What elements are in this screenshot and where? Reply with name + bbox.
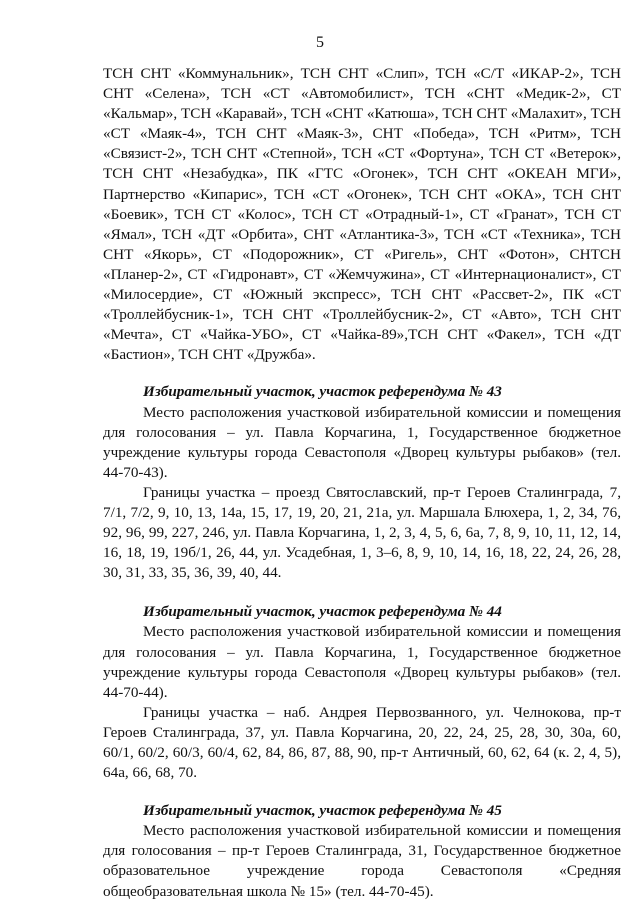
spacer — [103, 783, 621, 801]
page-body — [103, 64, 621, 902]
page-number: 5 — [316, 34, 324, 51]
precinct-45-location: Место расположения участковой избирательной комиссии и помещения для голосования – пр-т Героев Сталинграда, 31, Государственное бюджетное образовательное учреждение города Севастополя «Средняя общеобразовательная школа № 15» (тел. 44-70-45). — [103, 822, 621, 900]
precinct-44-heading: Избирательный участок, участок референдума № 44 — [143, 603, 502, 621]
spacer — [103, 583, 621, 602]
precinct-45-heading: Избирательный участок, участок референдума № 45 — [143, 802, 502, 820]
precinct-44-location: Место расположения участковой избирательной комиссии и помещения для голосования – ул. Павла Корчагина, 1, Государственное бюджетное учреждение культуры города Севастополя «Дворец культуры рыбаков» (тел. 44-70-44). — [103, 623, 621, 701]
precinct-43-location: Место расположения участковой избирательной комиссии и помещения для голосования – ул. Павла Корчагина, 1, Государственное бюджетное учреждение культуры города Севастополя «Дворец культуры рыбаков» (тел. 44-70-43). — [103, 403, 621, 481]
precinct-43-section — [103, 382, 621, 583]
precinct-44-boundaries: Границы участка – наб. Андрея Первозванного, ул. Челнокова, пр-т Героев Сталинграда, 37, ул. Павла Корчагина, 20, 22, 24, 25, 28, 30, 30а, 60, 60/1, 60/2, 60/3, 60/4, 62, 84, 86, 87, 88, 90, пр-т Античный, 60, 62, 64 (к. 2, 4, 5), 64а, 66, 68, 70. — [103, 703, 621, 782]
continuation-paragraph: ТСН СНТ «Коммунальник», ТСН СНТ «Слип», ТСН «С/Т «ИКАР-2», ТСН СНТ «Селена», ТСН «СТ «Автомобилист», ТСН «СНТ «Медик-2», СТ «Кальмар», ТСН «Каравай», ТСН «СНТ «Катюша», ТСН СНТ «Малахит», ТСН «СТ «Маяк-4», ТСН СНТ «Маяк-3», СНТ «Победа», ТСН «Ритм», ТСН «Связист-2», ТСН СНТ «Степной», ТСН «СТ «Фортуна», ТСН СТ «Ветерок», ТСН СНТ «Незабудка», ПК «ГТС «Огонек», ТСН СНТ «ОКЕАН МГИ», Партнерство «Кипарис», ТСН «СТ «Огонек», ТСН СНТ «ОКА», ТСН СНТ «Боевик», ТСН СТ «Колос», ТСН СТ «Отрадный-1», СТ «Гранат», ТСН СТ «Ямал», ТСН «ДТ «Орбита», СНТ «Атлантика-3», ТСН «СТ «Техника», ТСН СНТ «Якорь», СТ «Подорожник», СТ «Ригель», СНТ «Фотон», СНТСН «Планер-2», СТ «Гидронавт», СТ «Жемчужина», СТ «Интернационалист», СТ «Милосердие», СТ «Южный экспресс», ТСН СНТ «Рассвет-2», ПК «СТ «Троллейбусник-1», ТСН СНТ «Троллейбусник-2», СТ «Авто», ТСН СНТ «Мечта», СТ «Чайка-УБО», СТ «Чайка-89»,ТСН СНТ «Факел», ТСН «ДТ «Бастион», ТСН СНТ «Дружба». — [103, 65, 621, 364]
precinct-43-heading: Избирательный участок, участок референдума № 43 — [143, 383, 502, 401]
precinct-44-section — [103, 602, 621, 783]
spacer — [103, 365, 621, 382]
precinct-43-boundaries: Границы участка – проезд Святославский, пр-т Героев Сталинграда, 7, 7/1, 7/2, 9, 10, 13, 14а, 15, 17, 19, 20, 21, 21а, ул. Маршала Блюхера, 1, 2, 34, 76, 92, 96, 99, 227, 246, ул. Павла Корчагина, 1, 2, 3, 4, 5, 6, 6а, 7, 8, 9, 10, 11, 12, 14, 16, 18, 19, 19б/1, 26, 44, ул. Усадебная, 1, 3–6, 8, 9, 10, 14, 16, 18, 22, 24, 26, 28, 30, 31, 33, 35, 36, 39, 40, 44. — [103, 483, 621, 582]
precinct-45-section — [103, 801, 621, 901]
